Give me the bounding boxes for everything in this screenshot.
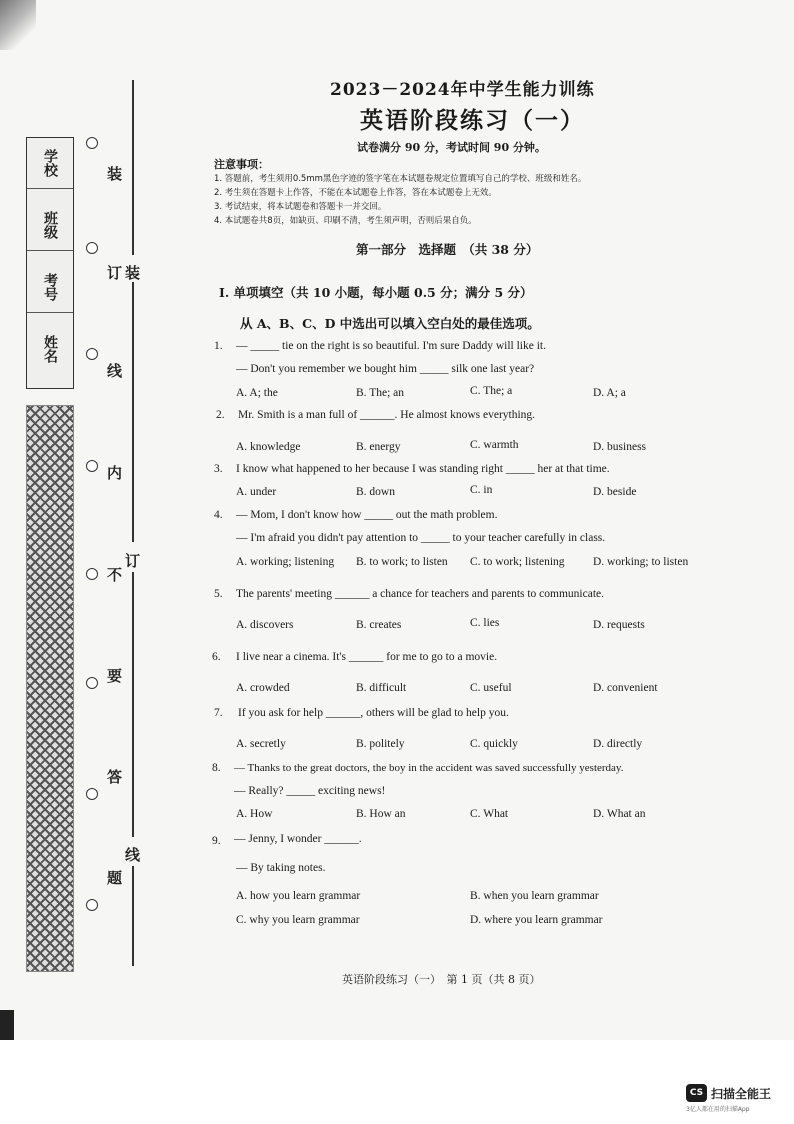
- option-c: C. useful: [470, 682, 512, 694]
- binding-hole: [86, 137, 98, 149]
- question-text: — _____ tie on the right is so beautiful. I'm sure Daddy will like it.: [236, 340, 546, 352]
- binding-line: [132, 572, 134, 837]
- option-a: A. under: [236, 486, 277, 498]
- question-text: I live near a cinema. It's ______ for me to go to a movie.: [236, 651, 498, 663]
- scanner-logo: [686, 1081, 771, 1105]
- option-a: A. A; the: [236, 387, 278, 399]
- exam-title-year: 2023－2024年中学生能力训练: [330, 80, 595, 100]
- camscanner-icon: CS: [686, 1084, 707, 1102]
- option-c: C. What: [470, 808, 509, 820]
- binding-hole: [86, 568, 98, 580]
- scanner-app-name: 扫描全能王: [711, 1086, 772, 1101]
- question-number: 8.: [212, 762, 221, 774]
- option-d: D. beside: [593, 486, 637, 498]
- field-school: 学校: [27, 138, 73, 189]
- binding-hole: [86, 677, 98, 689]
- question-text: — Don't you remember we bought him _____ silk one last year?: [236, 363, 535, 375]
- option-b: B. when you learn grammar: [470, 890, 599, 902]
- binding-char: 要: [107, 667, 123, 685]
- question-number: 7.: [214, 707, 223, 719]
- option-d: D. requests: [593, 619, 645, 631]
- option-b: B. difficult: [356, 682, 407, 694]
- binding-hole: [86, 348, 98, 360]
- option-a: A. discovers: [236, 619, 294, 631]
- option-c: C. why you learn grammar: [236, 914, 360, 926]
- option-b: B. energy: [356, 441, 401, 453]
- binding-char: 线: [107, 362, 123, 380]
- page-footer: 英语阶段练习（一） 第 1 页（共 8 页）: [342, 973, 541, 986]
- section-heading: Ⅰ. 单项填空（共 10 小题，每小题 0.5 分；满分 5 分）: [219, 285, 533, 300]
- notice-item: 1. 答题前，考生须用0.5mm黑色字迹的签字笔在本试题卷规定位置填写自己的学校、班级和姓名。: [214, 174, 587, 184]
- option-a: A. secretly: [236, 738, 286, 750]
- binding-hole: [86, 242, 98, 254]
- option-d: D. convenient: [593, 682, 658, 694]
- part-heading: 第一部分 选择题 （共 38 分）: [356, 242, 539, 257]
- option-d: D. directly: [593, 738, 643, 750]
- option-d: D. A; a: [593, 387, 626, 399]
- option-b: B. to work; to listen: [356, 556, 448, 568]
- option-c: C. warmth: [470, 439, 519, 451]
- binding-line-char: 线: [125, 846, 141, 864]
- question-text: I know what happened to her because I was standing right _____ her at that time.: [236, 463, 610, 475]
- option-b: B. The; an: [356, 387, 405, 399]
- question-text: Mr. Smith is a man full of ______. He almost knows everything.: [238, 409, 536, 421]
- binding-char: 订: [107, 264, 123, 282]
- binding-char: 答: [107, 768, 123, 786]
- exam-info: 试卷满分 90 分，考试时间 90 分钟。: [357, 141, 546, 154]
- notice-item: 2. 考生须在答题卡上作答，不能在本试题卷上作答，答在本试题卷上无效。: [214, 188, 497, 198]
- question-text: — Jenny, I wonder ______.: [234, 833, 362, 845]
- question-number: 1.: [214, 340, 223, 352]
- option-c: C. The; a: [470, 385, 513, 397]
- option-c: C. in: [470, 484, 493, 496]
- question-text: — By taking notes.: [236, 862, 326, 874]
- option-b: B. creates: [356, 619, 402, 631]
- instruction: 从 A、B、C、D 中选出可以填入空白处的最佳选项。: [240, 316, 540, 331]
- option-c: C. to work; listening: [470, 556, 565, 568]
- binding-char: 题: [107, 869, 123, 887]
- scanner-tagline: 3亿人都在用的扫描App: [686, 1106, 750, 1113]
- question-text: — Really? _____ exciting news!: [234, 785, 386, 797]
- binding-line: [132, 80, 134, 255]
- field-class: 班级: [27, 200, 73, 251]
- binding-char: 装: [107, 165, 123, 183]
- question-number: 3.: [214, 463, 223, 475]
- notice-item: 3. 考试结束，将本试题卷和答题卡一并交回。: [214, 202, 387, 212]
- binding-hole: [86, 460, 98, 472]
- question-number: 6.: [212, 651, 221, 663]
- question-text: The parents' meeting ______ a chance for teachers and parents to communicate.: [236, 588, 605, 600]
- option-a: A. crowded: [236, 682, 290, 694]
- option-d: D. What an: [593, 808, 646, 820]
- option-b: B. politely: [356, 738, 405, 750]
- option-d: D. where you learn grammar: [470, 914, 603, 926]
- binding-line-char: 装: [125, 264, 141, 282]
- student-info-box: [26, 137, 74, 389]
- page-corner-shadow: [0, 0, 36, 50]
- option-c: C. quickly: [470, 738, 518, 750]
- option-b: B. down: [356, 486, 395, 498]
- field-exam-number: 考号: [27, 262, 73, 313]
- option-a: A. how you learn grammar: [236, 890, 361, 902]
- binding-hatch-pattern: [26, 405, 74, 972]
- binding-char: 内: [107, 464, 123, 482]
- option-a: A. How: [236, 808, 273, 820]
- question-text: If you ask for help ______, others will be glad to help you.: [238, 707, 509, 719]
- notice-title: 注意事项：: [214, 158, 269, 171]
- option-a: A. working; listening: [236, 556, 335, 568]
- option-d: D. business: [593, 441, 647, 453]
- option-d: D. working; to listen: [593, 556, 689, 568]
- page-edge-shadow: [0, 1010, 14, 1040]
- question-text: — Mom, I don't know how _____ out the math problem.: [236, 509, 498, 521]
- exam-title: 英语阶段练习（一）: [360, 107, 585, 134]
- question-text: — I'm afraid you didn't pay attention to _____ to your teacher carefully in class.: [236, 532, 606, 544]
- binding-line-char: 订: [125, 552, 141, 570]
- field-name: 姓名: [42, 335, 58, 363]
- binding-hole: [86, 899, 98, 911]
- question-number: 4.: [214, 509, 223, 521]
- binding-char: 不: [107, 566, 123, 584]
- binding-line: [132, 866, 134, 966]
- question-number: 9.: [212, 835, 221, 847]
- option-a: A. knowledge: [236, 441, 301, 453]
- binding-hole: [86, 788, 98, 800]
- option-b: B. How an: [356, 808, 406, 820]
- notice-item: 4. 本试题卷共8页，如缺页、印刷不清，考生须声明，否则后果自负。: [214, 216, 477, 226]
- option-c: C. lies: [470, 617, 500, 629]
- binding-line: [132, 282, 134, 542]
- question-number: 2.: [216, 409, 225, 421]
- question-number: 5.: [214, 588, 223, 600]
- question-text: — Thanks to the great doctors, the boy in the accident was saved successfully yesterday.: [234, 762, 624, 774]
